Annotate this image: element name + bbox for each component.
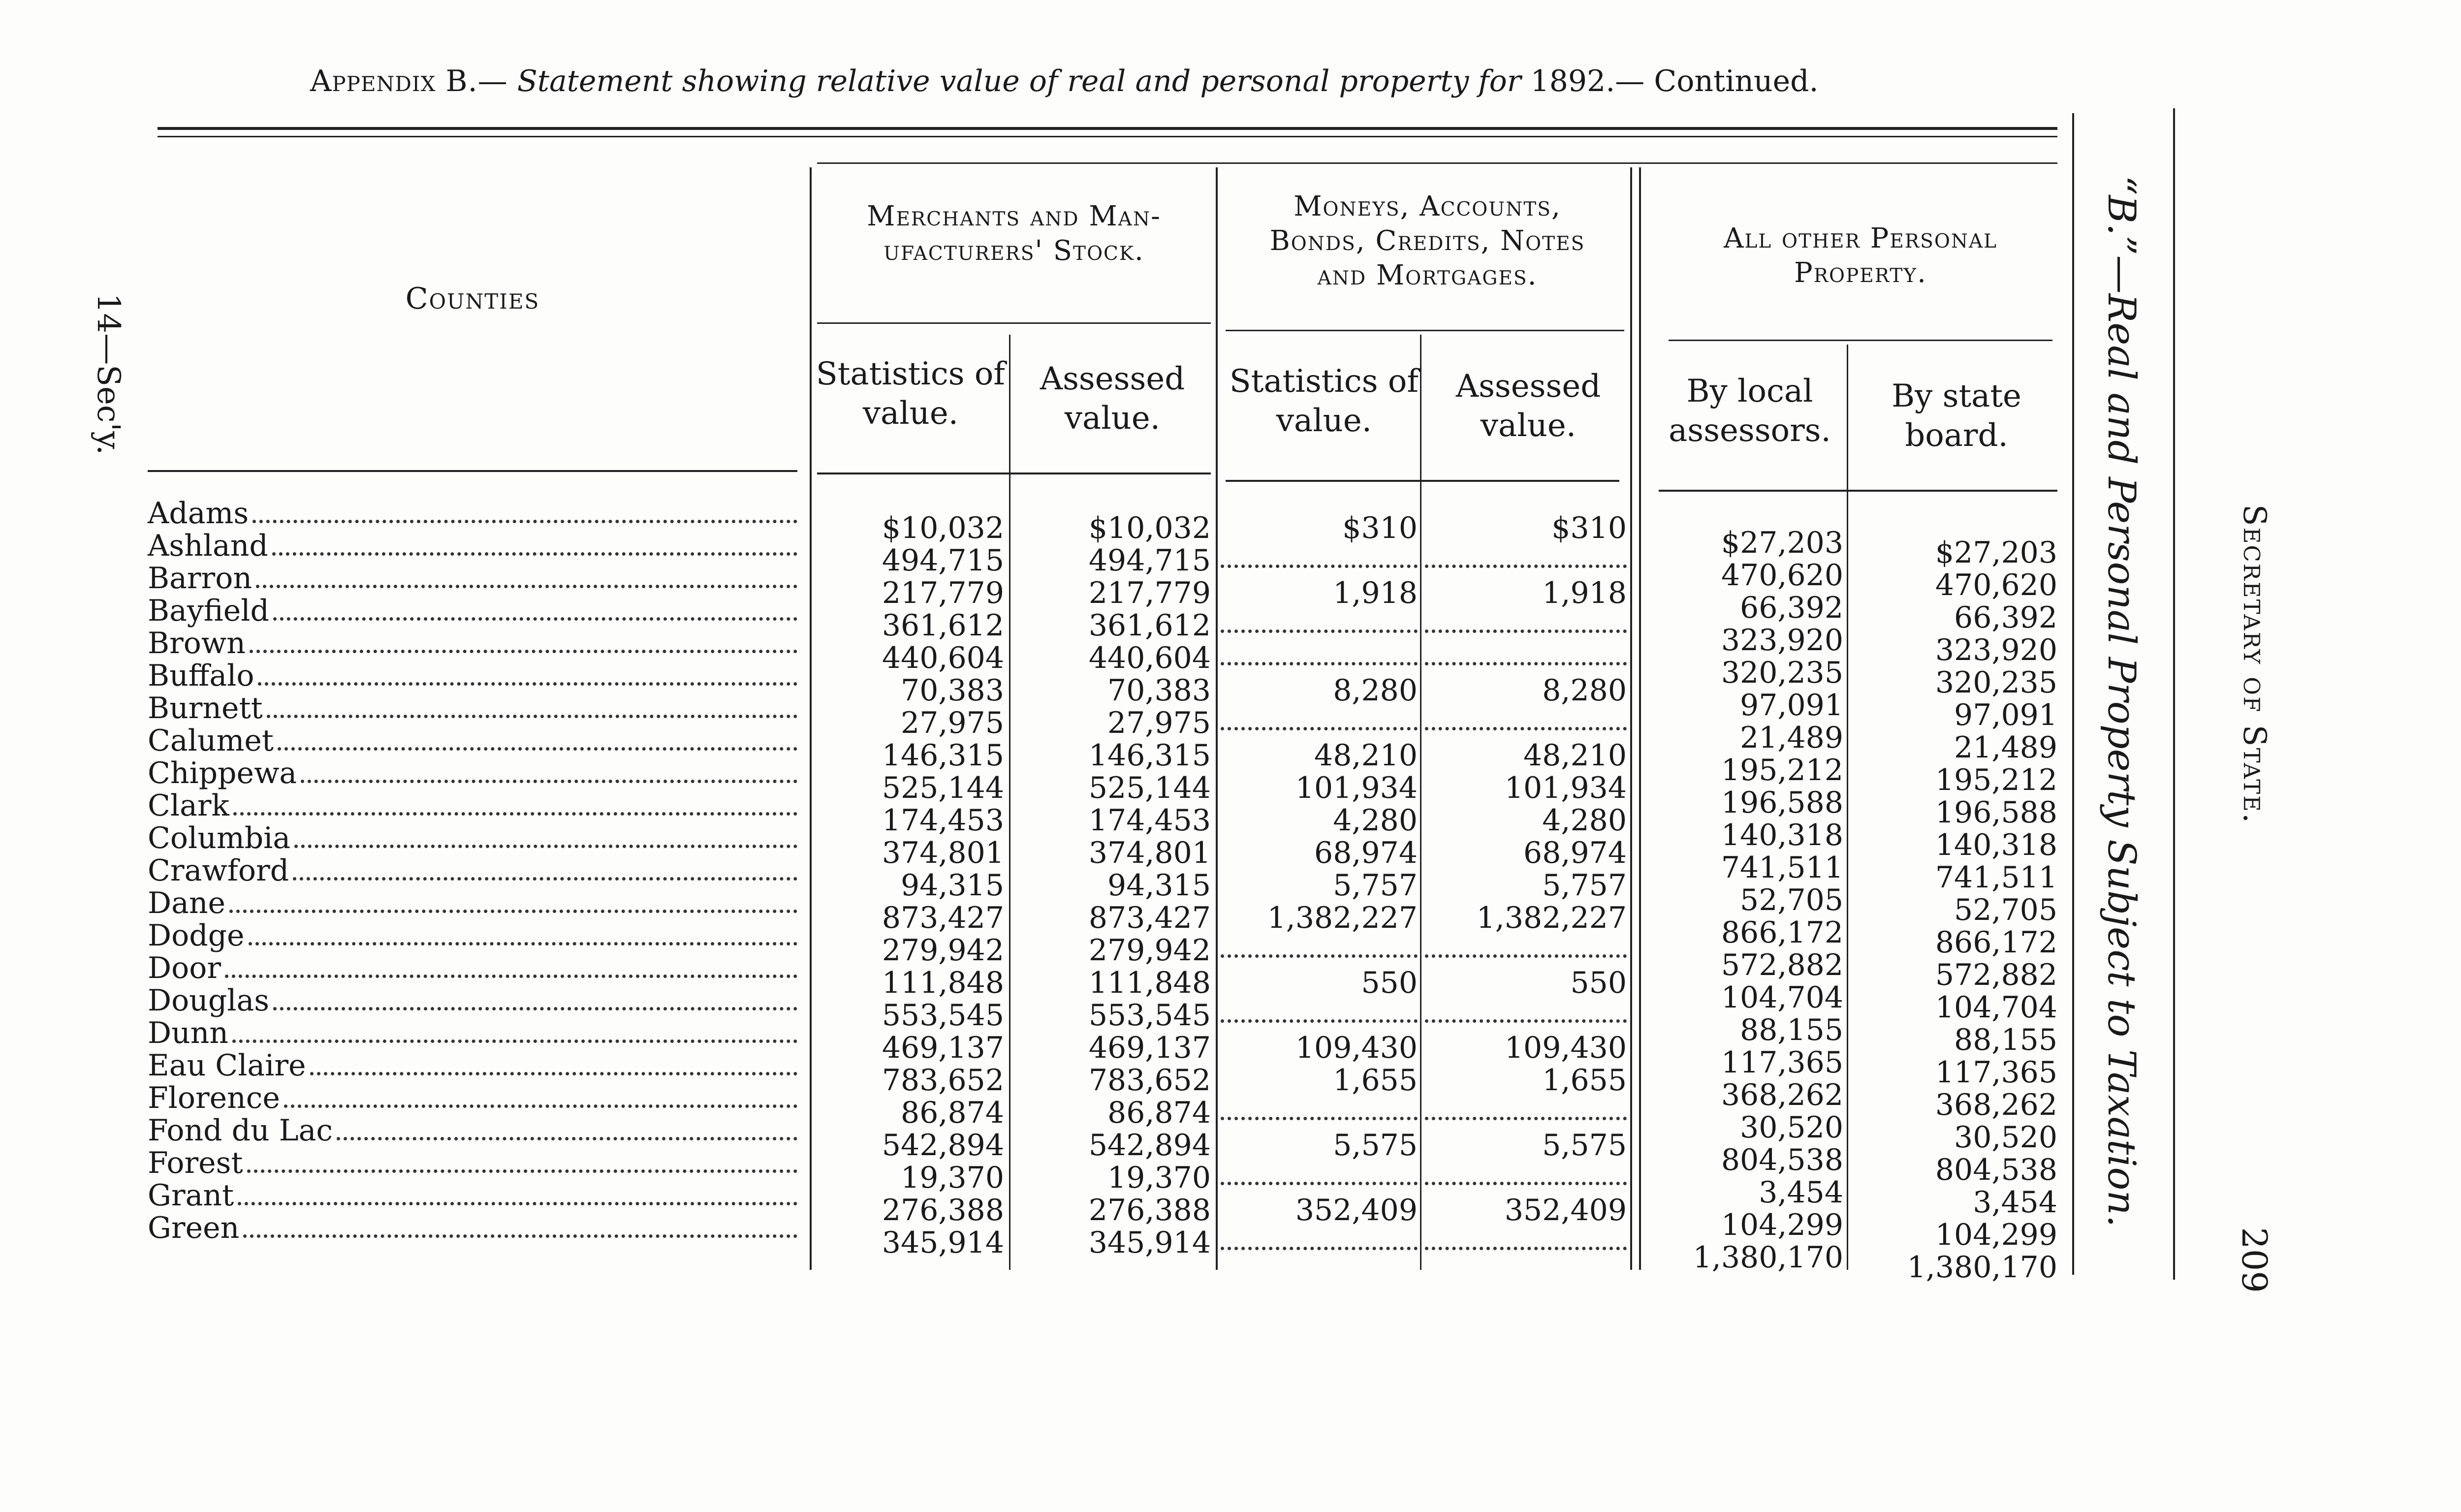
value-cell: 550 [1570,966,1627,1000]
value-cell: 783,652 [1088,1063,1211,1098]
value-cell: 440,604 [1088,641,1211,675]
value-cell: 550 [1361,966,1418,1000]
value-cell: 345,914 [1088,1226,1211,1260]
other-local-line1: By local [1686,373,1813,410]
empty-cell-dots [1425,934,1627,967]
value-cell: 276,388 [1088,1193,1211,1228]
merch-stat-column [817,512,1004,1259]
county-row [148,595,797,627]
page-number [2230,1211,2279,1309]
value-cell: 52,705 [1740,883,1843,917]
value-cell: 352,409 [1504,1193,1627,1228]
leader-dots [233,807,797,816]
value-cell: 174,453 [1088,803,1211,838]
county-name: Calumet [148,724,274,758]
county-row [148,1212,797,1244]
value-cell: 146,315 [1088,738,1211,773]
value-cell: $27,203 [1935,536,2057,570]
value-cell: 276,388 [882,1193,1004,1228]
county-name: Fond du Lac [148,1113,333,1148]
value-cell: 196,588 [1721,786,1843,820]
folio-text: 14—Sec'y. [90,293,126,455]
value-cell: 5,757 [1333,868,1418,903]
money-group-rule [1226,330,1624,331]
value-cell: 30,520 [1740,1110,1843,1145]
value-cell: 27,975 [901,706,1004,740]
value-cell: $10,032 [1088,511,1211,545]
value-cell: 217,779 [882,576,1004,610]
side-title [2087,123,2156,1280]
county-name: Barron [148,561,252,596]
county-name: Dane [148,886,226,920]
value-cell: 361,612 [1088,608,1211,643]
value-cell: 86,874 [1107,1096,1211,1130]
county-row [148,887,797,919]
other-local-column [1654,527,1843,1274]
value-cell: 195,212 [1935,763,2057,797]
county-name: Ashland [148,529,268,563]
money-group-line3: and Mortgages. [1317,259,1538,291]
value-cell: 320,235 [1935,665,2057,700]
title-main: Statement showing relative value of real and personal property for [517,64,1521,98]
other-group-header [1664,221,2057,290]
value-cell: 146,315 [882,738,1004,773]
running-head-text: Secretary of State. [2236,504,2272,825]
value-cell: 1,382,227 [1476,901,1627,935]
value-cell: 195,212 [1721,753,1843,788]
money-group-line2: Bonds, Credits, Notes [1269,225,1585,257]
other-group-line2: Property. [1794,257,1927,289]
title-prefix: Appendix B.— [310,64,508,98]
value-cell: 88,155 [1954,1023,2057,1057]
value-cell: 66,392 [1954,600,2057,635]
value-cell: 323,920 [1935,633,2057,667]
value-cell: 320,235 [1721,656,1843,690]
value-cell: 111,848 [1088,966,1211,1000]
empty-cell-dots [1221,707,1418,739]
value-cell: 70,383 [1107,673,1211,708]
value-cell: 1,655 [1542,1063,1627,1098]
money-group-header [1226,189,1629,293]
other-state-column [1856,536,2057,1284]
value-cell: $310 [1551,511,1627,545]
county-name: Green [148,1211,240,1245]
value-cell: 1,918 [1333,576,1418,610]
county-row [148,822,797,854]
value-cell: 217,779 [1088,576,1211,610]
leader-dots [272,547,797,556]
leader-dots [256,580,797,588]
empty-cell-dots [1221,1097,1418,1129]
side-title-text: “B.”—Real and Personal Property Subject to Taxation. [2099,175,2144,1228]
value-cell: 21,489 [1954,730,2057,765]
side-title-rule-left [2072,113,2074,1275]
county-name: Chippewa [148,756,297,790]
value-cell: 174,453 [882,803,1004,838]
value-cell: 104,299 [1721,1208,1843,1242]
merch-stat-header [812,354,1009,433]
value-cell: 104,299 [1935,1218,2057,1252]
county-row [148,692,797,724]
county-name: Bayfield [148,594,269,628]
col-rule-merch-end [1216,167,1218,1270]
value-cell: 553,545 [1088,998,1211,1033]
top-rule-2 [158,136,2057,137]
value-cell: 494,715 [882,543,1004,578]
empty-cell-dots [1425,544,1627,577]
merch-group-line2: ufacturers' Stock. [883,235,1144,267]
value-cell: 542,894 [882,1128,1004,1163]
county-row [148,984,797,1017]
money-assessed-line1: Assessed [1455,368,1601,405]
county-name: Columbia [148,821,291,855]
money-assessed-column [1425,512,1627,1259]
county-name: Clark [148,788,229,823]
money-stat-line1: Statistics of [1229,363,1419,400]
value-cell: 117,365 [1721,1045,1843,1080]
empty-cell-dots [1221,934,1418,967]
value-cell: 1,918 [1542,576,1627,610]
money-header-rule [1226,480,1619,482]
county-row [148,660,797,692]
empty-cell-dots [1425,1162,1627,1194]
county-row [148,530,797,562]
value-cell: 3,454 [1759,1175,1843,1210]
money-assessed-line2: value. [1480,408,1577,444]
empty-cell-dots [1221,544,1418,577]
value-cell: 525,144 [1088,771,1211,805]
other-local-header [1654,372,1846,450]
leader-dots [267,710,797,718]
value-cell: 109,430 [1295,1031,1418,1065]
merch-group-line1: Merchants and Man- [867,200,1161,232]
value-cell: 572,882 [1721,948,1843,982]
merch-assessed-column [1014,512,1211,1259]
value-cell: 4,280 [1333,803,1418,838]
counties-header-rule [148,470,797,472]
empty-cell-dots [1425,1097,1627,1129]
value-cell: 525,144 [882,771,1004,805]
other-group-line1: All other Personal [1723,222,1998,254]
merch-assessed-header [1014,359,1211,438]
value-cell: 440,604 [882,641,1004,675]
empty-cell-dots [1425,609,1627,642]
value-cell: 741,511 [1935,860,2057,895]
value-cell: 741,511 [1721,850,1843,885]
other-header-rule [1659,490,2057,492]
county-name: Eau Claire [148,1048,306,1083]
value-cell: 68,974 [1314,836,1418,870]
value-cell: 140,318 [1721,818,1843,852]
value-cell: 804,538 [1935,1153,2057,1187]
value-cell: 368,262 [1721,1078,1843,1112]
value-cell: 8,280 [1542,673,1627,708]
col-rule-other [1847,345,1848,1270]
leader-dots [278,742,797,751]
county-name: Buffalo [148,659,254,693]
value-cell: 140,318 [1935,828,2057,862]
leader-dots [243,1229,797,1238]
value-cell: 804,538 [1721,1143,1843,1177]
county-name: Crawford [148,853,289,888]
header-top-rule [817,162,2057,164]
county-row [148,919,797,952]
value-cell: 86,874 [901,1096,1004,1130]
leader-dots [294,840,797,848]
col-rule-money-end-b [1639,167,1641,1270]
value-cell: 109,430 [1504,1031,1627,1065]
value-cell: 94,315 [1107,868,1211,903]
col-rule-money-end-a [1630,167,1632,1270]
value-cell: 3,454 [1973,1185,2057,1220]
county-row [148,1049,797,1082]
leader-dots [232,1035,797,1043]
value-cell: 279,942 [882,933,1004,968]
money-stat-line2: value. [1276,403,1372,439]
county-row [148,757,797,789]
county-row [148,1082,797,1114]
value-cell: 1,380,170 [1907,1250,2057,1285]
value-cell: 469,137 [882,1031,1004,1065]
empty-cell-dots [1425,707,1627,739]
empty-cell-dots [1425,642,1627,674]
merch-group-header [817,199,1211,268]
money-stat-column [1221,512,1418,1259]
value-cell: 352,409 [1295,1193,1418,1228]
value-cell: 97,091 [1954,698,2057,732]
leader-dots [229,905,797,913]
value-cell: 1,382,227 [1267,901,1418,935]
value-cell: 48,210 [1523,738,1627,773]
value-cell: 8,280 [1333,673,1418,708]
merch-assessed-line2: value. [1064,400,1161,437]
value-cell: 866,172 [1721,915,1843,950]
value-cell: 470,620 [1721,558,1843,593]
county-name: Adams [148,496,249,531]
merch-group-rule [817,322,1211,324]
county-row [148,1017,797,1049]
county-name: Dodge [148,918,245,953]
value-cell: 494,715 [1088,543,1211,578]
leader-dots [293,872,797,881]
value-cell: 374,801 [1088,836,1211,870]
value-cell: 873,427 [882,901,1004,935]
value-cell: 48,210 [1314,738,1418,773]
value-cell: 470,620 [1935,568,2057,602]
leader-dots [250,645,797,653]
value-cell: 368,262 [1935,1088,2057,1122]
value-cell: 1,655 [1333,1063,1418,1098]
leader-dots [273,612,797,621]
value-cell: 1,380,170 [1693,1240,1843,1275]
county-row [148,952,797,984]
county-name: Forest [148,1146,243,1180]
county-row [148,1114,797,1147]
value-cell: $10,032 [882,511,1004,545]
value-cell: 52,705 [1954,893,2057,927]
value-cell: 542,894 [1088,1128,1211,1163]
leader-dots [238,1197,797,1205]
county-row [148,497,797,530]
empty-cell-dots [1425,999,1627,1032]
value-cell: $310 [1342,511,1418,545]
county-row [148,1147,797,1179]
county-row [148,562,797,595]
value-cell: 323,920 [1721,623,1843,658]
money-stat-header [1226,362,1422,441]
county-name: Douglas [148,983,270,1018]
leader-dots [301,775,797,783]
leader-dots [252,515,797,523]
value-cell: 30,520 [1954,1120,2057,1155]
folio-mark [79,276,138,472]
col-rule-merch [1009,335,1010,1270]
value-cell: 361,612 [882,608,1004,643]
other-local-line2: assessors. [1669,412,1831,449]
col-rule-counties [810,167,812,1270]
leader-dots [249,937,797,945]
value-cell: 104,704 [1935,990,2057,1025]
value-cell: 111,848 [882,966,1004,1000]
empty-cell-dots [1221,999,1418,1032]
county-name: Door [148,951,221,985]
value-cell: $27,203 [1721,526,1843,560]
county-row [148,627,797,660]
page-title [310,52,1984,111]
empty-cell-dots [1425,1227,1627,1259]
value-cell: 469,137 [1088,1031,1211,1065]
value-cell: 104,704 [1721,980,1843,1015]
county-name: Dunn [148,1016,229,1050]
county-name: Florence [148,1081,280,1115]
leader-dots [337,1132,797,1140]
leader-dots [247,1165,797,1173]
merch-stat-line1: Statistics of [816,356,1006,392]
value-cell: 374,801 [882,836,1004,870]
value-cell: 101,934 [1295,771,1418,805]
counties-column [148,497,797,1244]
value-cell: 101,934 [1504,771,1627,805]
value-cell: 553,545 [882,998,1004,1033]
value-cell: 117,365 [1935,1055,2057,1090]
value-cell: 873,427 [1088,901,1211,935]
merch-assessed-line1: Assessed [1040,361,1185,397]
running-head [2225,443,2284,886]
value-cell: 19,370 [901,1161,1004,1195]
value-cell: 97,091 [1740,688,1843,723]
top-rule-1 [158,127,2057,130]
empty-cell-dots [1221,1227,1418,1259]
empty-cell-dots [1221,609,1418,642]
value-cell: 4,280 [1542,803,1627,838]
value-cell: 345,914 [882,1226,1004,1260]
other-state-line2: board. [1905,417,2008,454]
value-cell: 5,575 [1333,1128,1418,1163]
value-cell: 196,588 [1935,795,2057,830]
leader-dots [273,1002,797,1010]
page-number-text: 209 [2234,1227,2274,1293]
merch-stat-line2: value. [862,395,959,432]
county-row [148,789,797,822]
value-cell: 21,489 [1740,721,1843,755]
county-name: Burnett [148,691,263,725]
value-cell: 866,172 [1935,925,2057,960]
merch-header-rule [817,472,1211,474]
other-group-rule [1669,340,2052,341]
value-cell: 5,757 [1542,868,1627,903]
value-cell: 27,975 [1107,706,1211,740]
value-cell: 66,392 [1740,591,1843,625]
side-title-rule-right [2173,108,2175,1280]
empty-cell-dots [1221,1162,1418,1194]
leader-dots [284,1100,797,1108]
county-row [148,724,797,757]
county-name: Grant [148,1178,234,1213]
empty-cell-dots [1221,642,1418,674]
value-cell: 572,882 [1935,958,2057,992]
value-cell: 70,383 [901,673,1004,708]
other-state-line1: By state [1892,378,2021,414]
other-state-header [1856,377,2057,455]
col-rule-money [1420,335,1421,1270]
value-cell: 19,370 [1107,1161,1211,1195]
money-group-line1: Moneys, Accounts, [1294,190,1561,222]
counties-header: Counties [405,282,540,316]
county-name: Brown [148,626,246,661]
leader-dots [225,970,797,978]
leader-dots [258,677,797,686]
county-row [148,1179,797,1212]
value-cell: 88,155 [1740,1013,1843,1047]
county-row [148,854,797,887]
money-assessed-header [1427,367,1629,445]
value-cell: 5,575 [1542,1128,1627,1163]
value-cell: 94,315 [901,868,1004,903]
value-cell: 279,942 [1088,933,1211,968]
value-cell: 783,652 [882,1063,1004,1098]
title-year: 1892.— Continued. [1530,64,1819,98]
value-cell: 68,974 [1523,836,1627,870]
leader-dots [310,1067,797,1075]
